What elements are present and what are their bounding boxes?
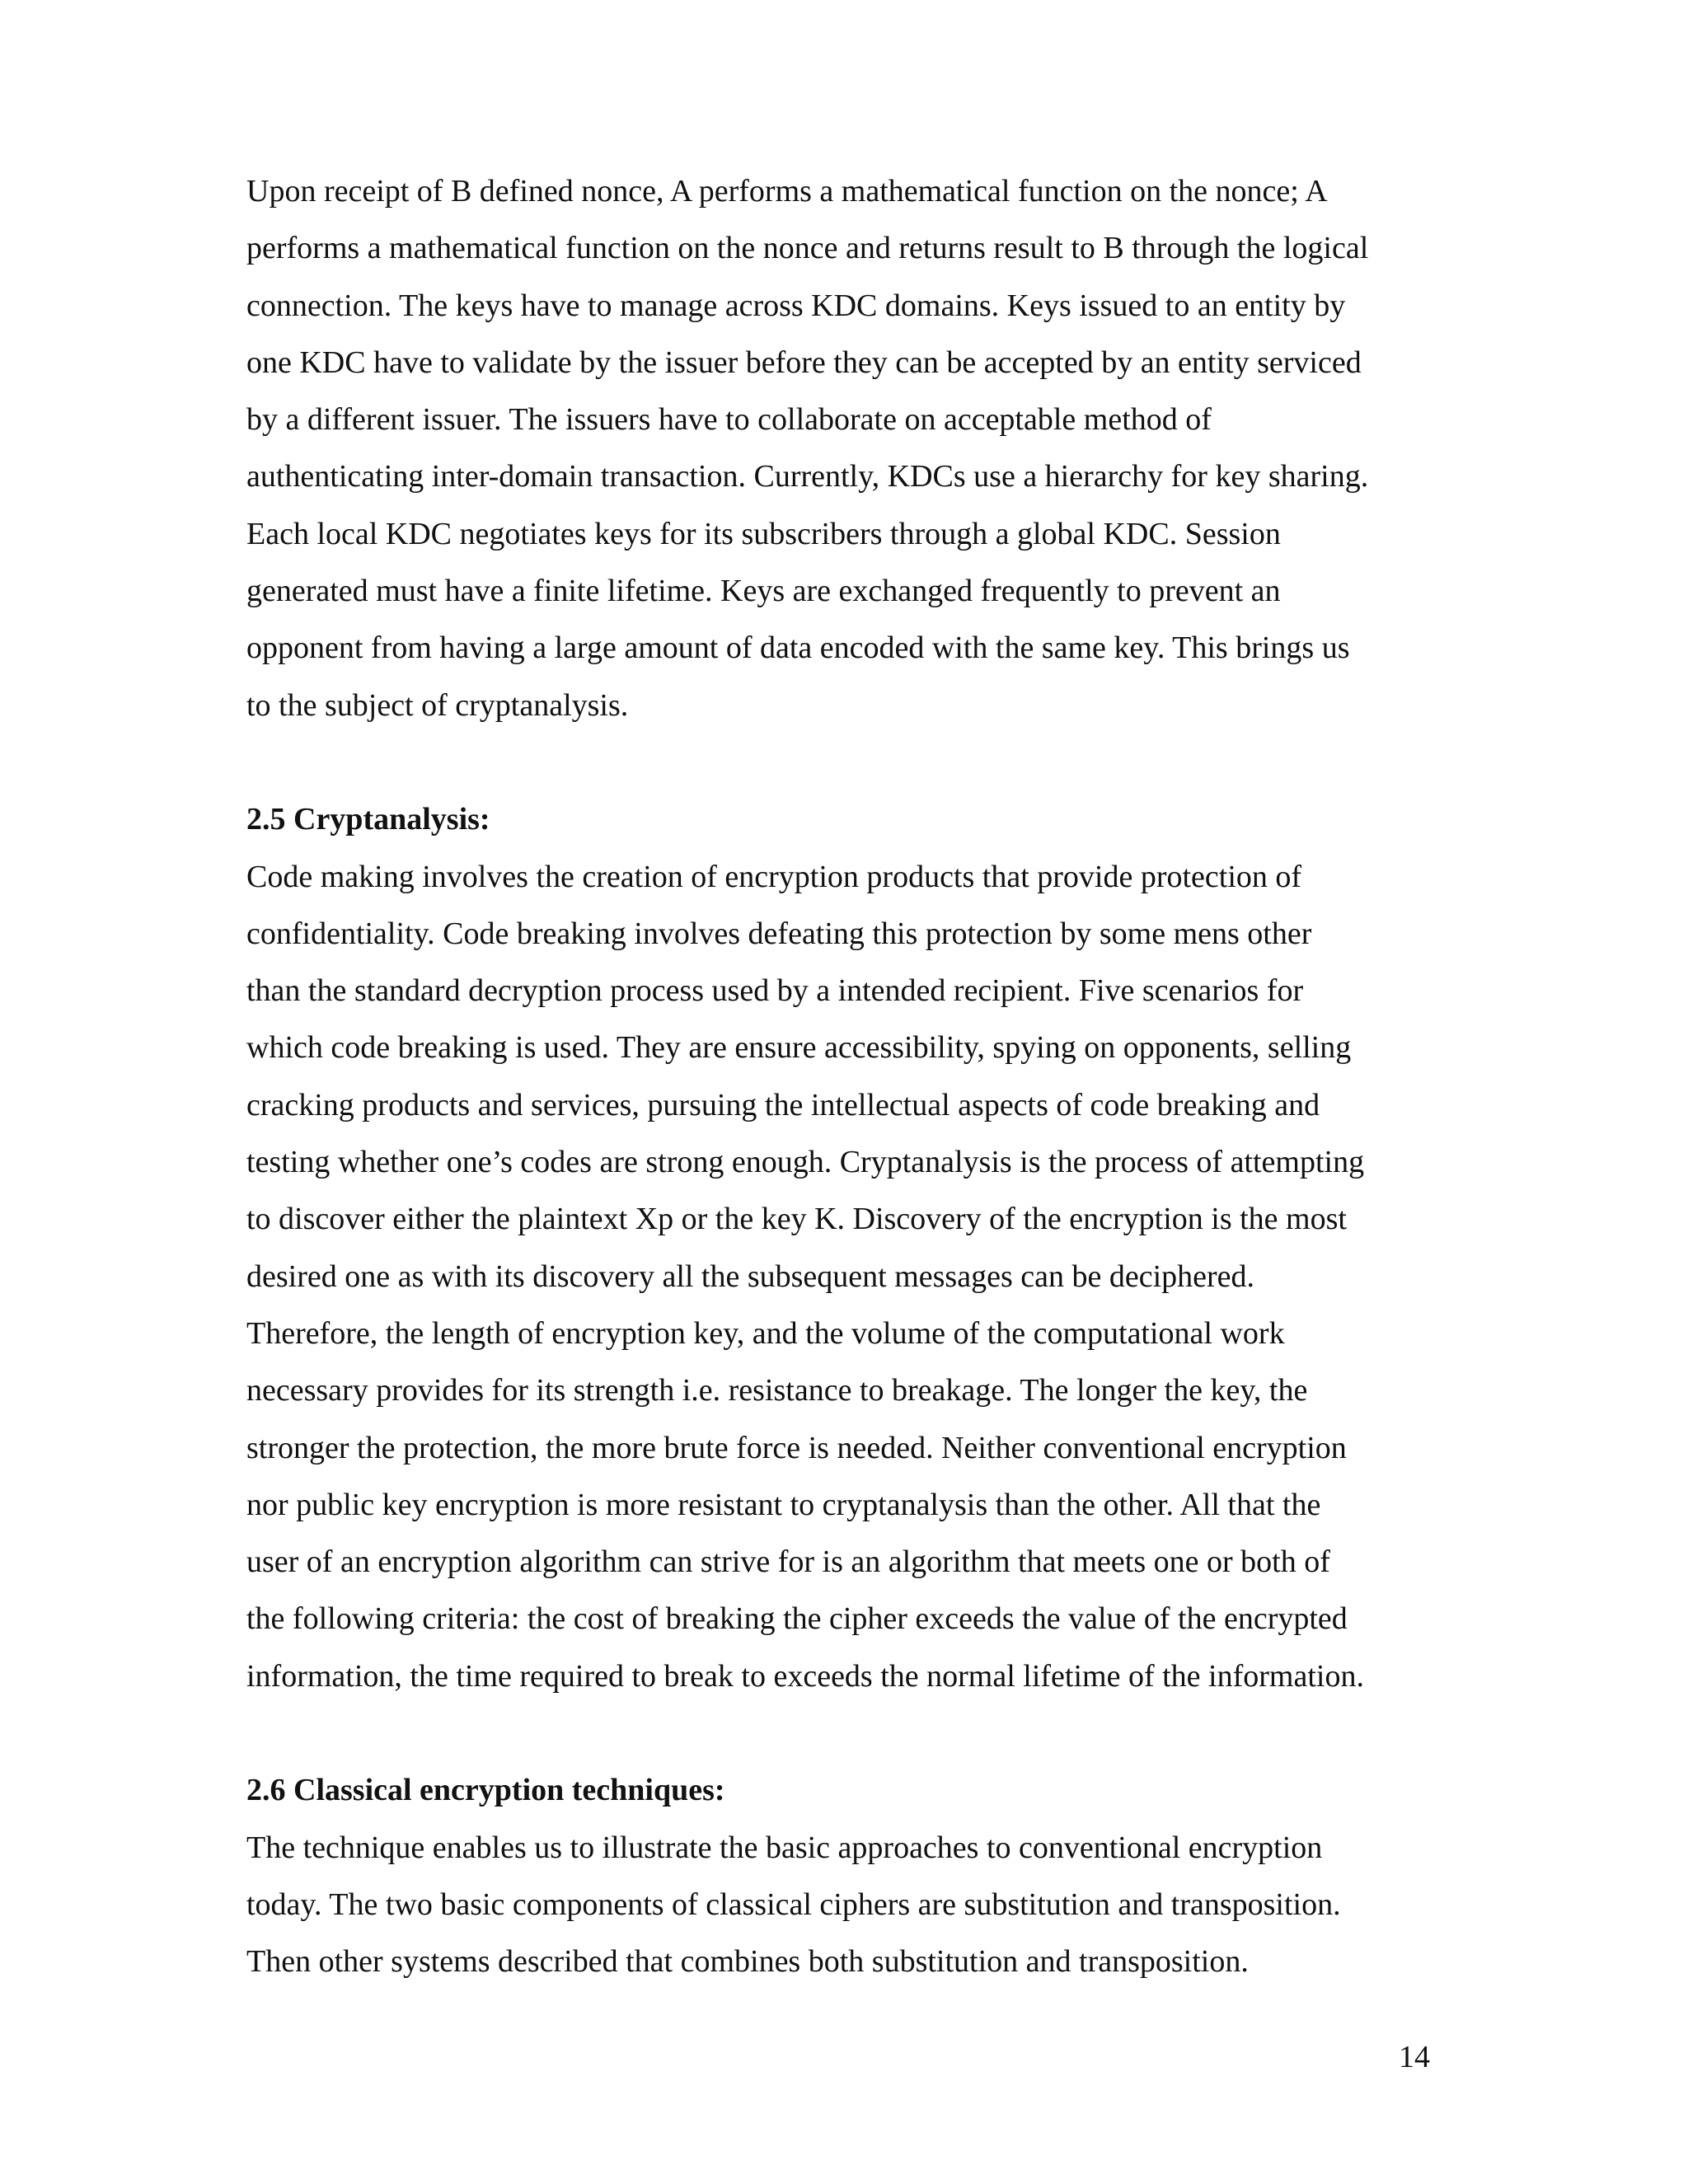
text-line: than the standard decryption process used by a intended recipient. Five scenarios for [246,973,1304,1009]
text-line: generated must have a finite lifetime. Keys are exchanged frequently to prevent an [246,574,1281,609]
text-line: The technique enables us to illustrate the basic approaches to conventional encryption [246,1830,1323,1865]
text-line: stronger the protection, the more brute force is needed. Neither conventional encryption [246,1430,1347,1465]
section-classical-encryption [246,1762,1433,1990]
text-line: Upon receipt of B defined nonce, A performs a mathematical function on the nonce; A [246,174,1328,209]
text-line: connection. The keys have to manage across KDC domains. Keys issued to an entity by [246,288,1346,323]
section-cryptanalysis [246,791,1433,1705]
text-line: user of an encryption algorithm can strive for is an algorithm that meets one or both of [246,1544,1330,1580]
text-line: authenticating inter-domain transaction. Currently, KDCs use a hierarchy for key sharing. [246,459,1369,494]
section-heading: 2.5 Cryptanalysis: [246,802,490,837]
text-line: desired one as with its discovery all the subsequent messages can be deciphered. [246,1258,1255,1294]
text-line: which code breaking is used. They are ensure accessibility, spying on opponents, selling [246,1030,1352,1066]
page-number: 14 [1399,2040,1430,2074]
section-heading: 2.6 Classical encryption techniques: [246,1773,725,1808]
paragraph-key-management [246,163,1433,734]
text-line: by a different issuer. The issuers have to collaborate on acceptable method of [246,402,1212,438]
text-line: to discover either the plaintext Xp or the key K. Discovery of the encryption is the most [246,1202,1347,1237]
text-line: information, the time required to break to exceeds the normal lifetime of the information. [246,1658,1364,1694]
text-line: Therefore, the length of encryption key, and the volume of the computational work [246,1315,1285,1351]
text-line: confidentiality. Code breaking involves defeating this protection by some mens other [246,916,1312,951]
text-line: to the subject of cryptanalysis. [246,687,629,723]
text-line: Then other systems described that combines both substitution and transposition. [246,1944,1249,1980]
text-line: one KDC have to validate by the issuer before they can be accepted by an entity serviced [246,344,1362,380]
text-line: necessary provides for its strength i.e. resistance to breakage. The longer the key, the [246,1373,1308,1408]
text-line: Code making involves the creation of encryption products that provide protection of [246,859,1302,894]
paragraph-spacer [246,734,1433,791]
text-line: cracking products and services, pursuing the intellectual aspects of code breaking and [246,1087,1320,1122]
text-line: opponent from having a large amount of data encoded with the same key. This brings us [246,630,1350,666]
paragraph-spacer [246,1705,1433,1762]
text-line: testing whether one’s codes are strong enough. Cryptanalysis is the process of attempting [246,1145,1365,1180]
text-line: performs a mathematical function on the nonce and returns result to B through the logical [246,231,1369,266]
text-line: nor public key encryption is more resistant to cryptanalysis than the other. All that the [246,1487,1321,1522]
text-line: Each local KDC negotiates keys for its subscribers through a global KDC. Session [246,516,1281,551]
text-line: the following criteria: the cost of breaking the cipher exceeds the value of the encrypted [246,1601,1348,1637]
text-line: today. The two basic components of classical ciphers are substitution and transposition. [246,1886,1341,1922]
page-content [246,163,1433,1991]
